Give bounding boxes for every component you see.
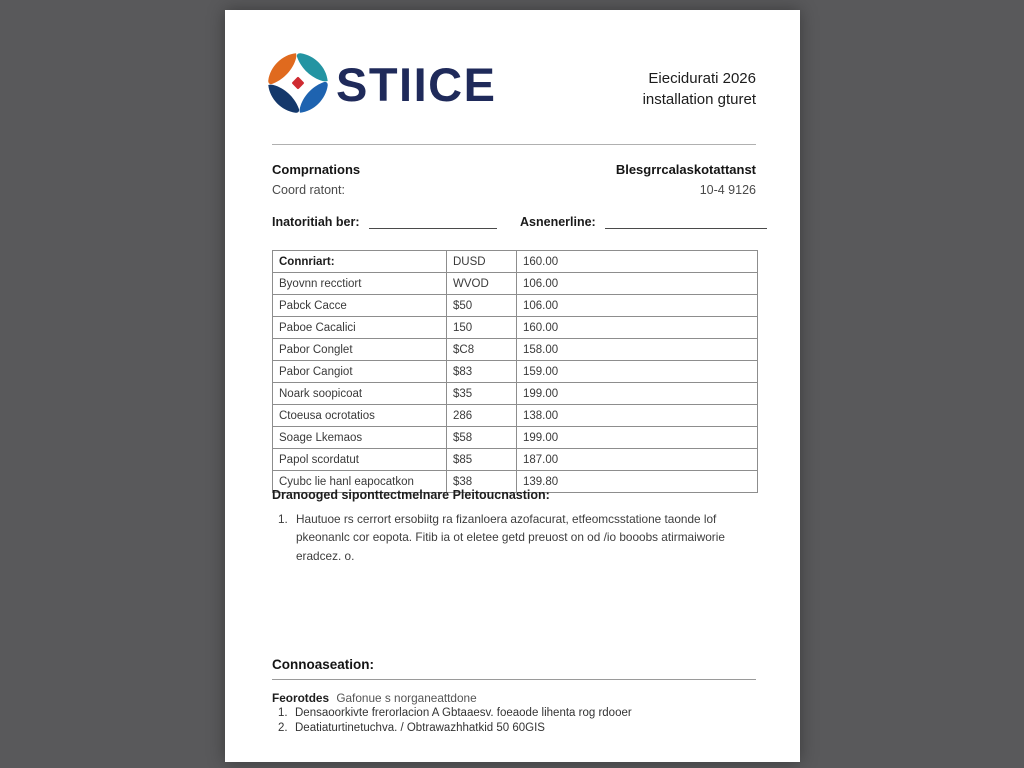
item-price-cell: 138.00 <box>517 405 758 427</box>
item-code-cell: DUSD <box>447 251 517 273</box>
field-installer-number-label: Inatoritiah ber: <box>272 215 360 229</box>
table-row <box>273 449 758 471</box>
logo-petal-bottom-right <box>300 82 328 113</box>
logo-center-diamond <box>291 76 304 89</box>
table-row <box>273 317 758 339</box>
footer-item-text: Densaoorkivte frerorlacion A Gbtaaesv. foeaode lihenta rog rdooer <box>295 707 632 719</box>
notes-heading: Dranooged siponttectmelnare Pleitoucnastion: <box>272 488 550 502</box>
item-price-cell: 159.00 <box>517 361 758 383</box>
item-code-cell: $50 <box>447 295 517 317</box>
table-row <box>273 273 758 295</box>
item-name-cell: Pabor Cangiot <box>273 361 447 383</box>
item-name-cell: Ctoeusa ocrotatios <box>273 405 447 427</box>
document-title <box>643 68 756 110</box>
item-name-cell: Paboe Cacalici <box>273 317 447 339</box>
info-left-title: Comprnations <box>272 162 361 177</box>
item-name-cell: Byovnn recctiort <box>273 273 447 295</box>
item-code-cell: $C8 <box>447 339 517 361</box>
item-price-cell: 106.00 <box>517 273 758 295</box>
header-divider <box>272 144 756 145</box>
footer-divider <box>272 679 756 680</box>
note-item-text: Hautuoe rs cerrort ersobiitg ra fizanloera azofacurat, etfeomcsstatione taonde lof pkeonanlc cor eopota. Fitib ia ot eletee getd preuost on od /io booobs atirmaiworie eradcez. o. <box>296 512 725 563</box>
item-name-cell: Noark soopicoat <box>273 383 447 405</box>
info-left-block <box>272 162 360 197</box>
item-code-cell: 286 <box>447 405 517 427</box>
info-right-block <box>616 162 756 197</box>
item-code-cell: $83 <box>447 361 517 383</box>
field-assembly-line-blank-line <box>605 216 767 229</box>
footer-lead-bold: Feorotdes <box>272 691 330 705</box>
item-price-cell: 199.00 <box>517 383 758 405</box>
info-right-subtitle: 10-4 9126 <box>699 183 756 197</box>
info-right-title: Blesgrrcalaskotattanst <box>615 162 756 177</box>
table-row <box>273 427 758 449</box>
logo <box>263 50 496 116</box>
document-page <box>225 10 800 762</box>
table-row <box>273 405 758 427</box>
table-row <box>273 383 758 405</box>
table-row <box>273 361 758 383</box>
item-price-cell: 199.00 <box>517 427 758 449</box>
footer-item-number: 2. <box>278 722 288 734</box>
info-left-subtitle: Coord ratont: <box>272 183 345 197</box>
price-table <box>272 250 758 493</box>
item-price-cell: 160.00 <box>517 317 758 339</box>
table-row <box>273 339 758 361</box>
note-item-number: 1. <box>278 512 288 526</box>
logo-petal-top-right <box>297 53 328 81</box>
footer-list-item <box>278 722 738 734</box>
logo-petal-bottom-left <box>268 85 299 113</box>
item-price-cell: 160.00 <box>517 251 758 273</box>
logo-wordmark: STIICE <box>336 57 497 111</box>
item-name-cell: Pabor Conglet <box>273 339 447 361</box>
field-assembly-line-label: Asnenerline: <box>520 215 596 229</box>
item-name-cell: Soage Lkemaos <box>273 427 447 449</box>
field-installer-number-blank-line <box>369 216 497 229</box>
item-price-cell: 139.80 <box>517 471 758 493</box>
item-name-cell: Connriart: <box>273 251 447 273</box>
note-item <box>278 510 730 565</box>
item-price-cell: 158.00 <box>517 339 758 361</box>
item-code-cell: $58 <box>447 427 517 449</box>
item-code-cell: $38 <box>447 471 517 493</box>
item-code-cell: $35 <box>447 383 517 405</box>
footer-item-number: 1. <box>278 707 288 719</box>
footer-heading: Connoaseation: <box>272 657 375 672</box>
footer-list-item <box>278 707 738 719</box>
item-price-cell: 187.00 <box>517 449 758 471</box>
document-title-line2: installation gturet <box>642 91 756 108</box>
table-row <box>273 251 758 273</box>
item-name-cell: Cyubc lie hanl eapocatkon <box>273 471 447 493</box>
item-name-cell: Papol scordatut <box>273 449 447 471</box>
logo-pinwheel-icon <box>263 50 333 116</box>
item-code-cell: 150 <box>447 317 517 339</box>
footer-item-text: Deatiaturtinetuchva. / Obtrawazhhatkid 50 60GIS <box>295 722 545 734</box>
item-name-cell: Pabck Cacce <box>273 295 447 317</box>
item-code-cell: WVOD <box>447 273 517 295</box>
item-price-cell: 106.00 <box>517 295 758 317</box>
logo-petal-top-left <box>268 53 296 84</box>
item-code-cell: $85 <box>447 449 517 471</box>
footer-lead <box>272 691 477 705</box>
table-row <box>273 295 758 317</box>
footer-lead-rest: Gafonue s norganeattdone <box>336 691 477 705</box>
field-installer-number <box>272 215 497 229</box>
field-assembly-line <box>520 215 767 229</box>
document-title-line1: Eiecidurati 2026 <box>648 70 756 87</box>
